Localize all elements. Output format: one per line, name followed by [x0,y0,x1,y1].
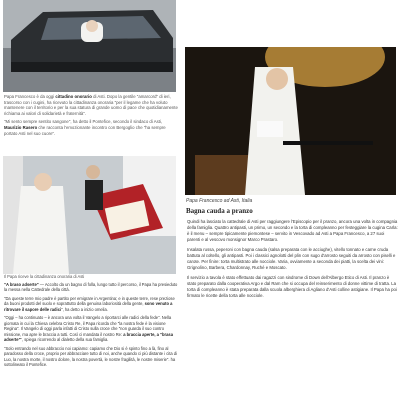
paragraph-1 [4,296,178,313]
quote1-name: Maurizio Rasero [4,124,38,130]
paragraph-3 [4,346,178,368]
para1-bold: sono venuto a ritrovare il sapore delle radici [4,301,173,312]
quote1 [4,119,178,136]
body-paragraph-3: Il servizio a tavola è stato effettuato dai ragazzi con sindrome di Down dell'Albergo Etico di Asti. Il pranzo è stato preparato dalla cooperativa Argo e dal Ram che si occupa del reinserimento di donne vittime di tratta. La torta di compleanno è stata preparata dalla scuola alberghiera di Agliano d'Asti colline astigiane. Il Papa ha poi firmato le ricette della torta alle nocciole. [187,275,397,298]
caption1-rest: di Asti. Dopo la gentile "amarcord" di ieri, trascorso con i cugini, ha ricevuto la cittadinanza onoraria "per il legame che ha voluto mantenere con il territorio e per la sua statura di grande uomo di pace che quotidianamente richiama ai valori di solidarietà e fraternità". [4,94,178,116]
paragraph-2 [4,315,178,343]
altar-illustration [185,47,396,195]
body-paragraph-1: Quindi ha lasciato la cattedrale di Asti per raggiungere l'Episcopio per il pranzo, ancora una volta in compagnia della famiglia. Quattro antipasti, un primo, un secondo e la torta di compleanno per festeggiare la cugina Carla: è il menu – sempre tipicamente piemontese – servito in Vescovado ad Asti a Papa Francesco, a 27 suoi parenti e al vescovo monsignor Marco Prastaro. [187,219,398,242]
photo-pope-altar [185,47,396,195]
article-headline: Bagna cauda a pranzo [186,207,253,215]
para1-a: "Da queste terre mio padre è partito per emigrare in Argentina; e in queste terre, rese preziose da buoni prodotti del suolo e soprattutto della genuina laboriosità della gente, [4,295,175,307]
section-intro: — Accolto da un bagno di folla, lungo tutto il percorso, il Papa ha presieduto la messa nella Cattedrale della città. [4,281,178,293]
quote1-rest: che racconta l'emozionante incontro con Bergoglio che "ha sempre portato Asti nel suo cuore". [4,124,166,136]
left-column [2,0,178,371]
photo-pope-certificate [3,156,176,274]
right-column [185,0,398,303]
caption1-lead: Papa Francesco è da oggi [4,94,56,99]
photo-pope-car [3,0,176,92]
para3: "Solo entrando nel suo abbraccio noi capiamo: capiamo che Dio si è spinto fino a là, fino al paradosso della croce, proprio per abbracciare tutto di noi, anche quando ci più distante [4,345,169,357]
car-illustration [3,0,176,92]
section-braso [4,282,178,293]
para2-a: "Oggi – ha continuato – è ancora una volta il Vangelo a riportarci alle radici della fede". Nella giornata in cui la Chiesa celebra Cristo Re, il Papa ricorda che "la nostra fede è la visione Regina". Il Vangelo di oggi parla infatti di Cristo sulla croce che "non guarda il suo contro missione, ma apre le braccia a tutti. Così ci mandata il nostro Re: [4,315,172,337]
para2-bold: a braccia aperte, a "brasa adserte" [4,331,173,343]
ceremony-illustration [3,156,176,274]
caption1-bold: cittadino onorario [55,94,92,99]
photo1-caption [4,94,178,116]
photo2-caption: Il Papa riceve la cittadinanza onoraria di Asti [4,274,85,280]
para4: i cita di Luo, la nostra morte, il nostro dolore, la nostra povertà, le nostre fragilità, le nostre miserie". ha sottolineato il Pontefice. [4,351,177,368]
section-title: "A braso adserte" [4,281,39,287]
photo-caption: Papa Francesco ad Asti, Italia [186,198,253,204]
body-paragraph-2: Insalata russa, peperoni con bagna cauda (salsa preparata con le acciughe), vitello tonnato e carne cruda battuta al coltello, gli antipasti. Poi i classici agnolotti del plin con sugo d'arrosto seguiti da arrosto con piselli e carote. Per finire: torta multistrato alle nocciole. Varia, ovviamente a seconda dei piatti, la scelta dei vini: Grignolino, Barbera, Chardonnay, Ruché e Moscato. [187,247,396,270]
para2-b: ", spiega ricorrendo al dialetto della sua famiglia. [20,337,109,343]
para1-b: ", ha detto a inizio omelia. [61,306,108,312]
quote1-text: "Mi sento sempre sentito sangone", ha detto il Pontefice, secondo il sindaco di Asti, [4,119,163,125]
